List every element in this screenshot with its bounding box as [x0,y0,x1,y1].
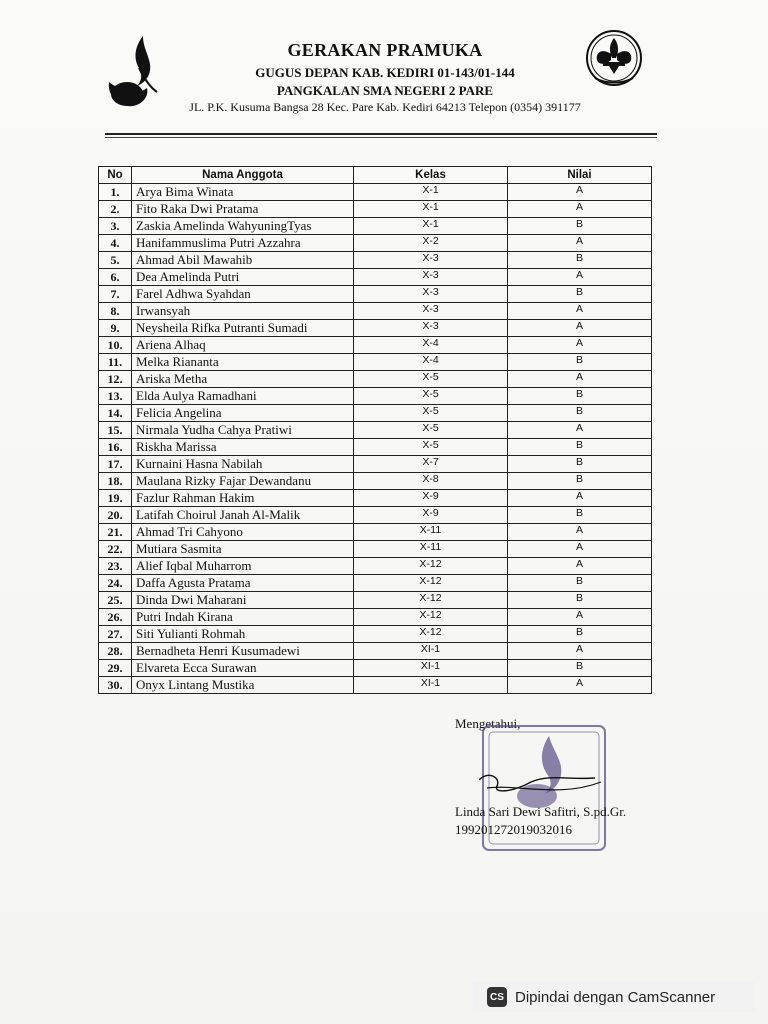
cell-nama: Hanifammuslima Putri Azzahra [132,235,354,252]
signer-name: Linda Sari Dewi Safitri, S.pd.Gr. [455,804,627,819]
cell-nilai: B [508,507,652,524]
cell-no: 13. [99,388,132,405]
cell-nilai: A [508,235,652,252]
cell-nilai: A [508,269,652,286]
table-header-row [99,167,652,184]
cell-nilai: B [508,456,652,473]
cell-nilai: A [508,609,652,626]
cell-nama: Elvareta Ecca Surawan [132,660,354,677]
cell-no: 2. [99,201,132,218]
cell-no: 14. [99,405,132,422]
table-row [99,354,652,371]
cell-kelas: X-2 [354,235,508,252]
cell-no: 1. [99,184,132,201]
cell-no: 10. [99,337,132,354]
table-row [99,490,652,507]
scout-emblem-icon [581,28,647,94]
cell-no: 6. [99,269,132,286]
header-nilai: Nilai [508,167,652,184]
signature-block [455,716,695,856]
cell-kelas: X-3 [354,320,508,337]
cell-kelas: X-12 [354,609,508,626]
cell-no: 11. [99,354,132,371]
cell-kelas: X-5 [354,439,508,456]
cell-nilai: A [508,184,652,201]
camscanner-watermark [473,982,755,1012]
cell-nama: Fazlur Rahman Hakim [132,490,354,507]
letterhead-rule-thin [105,137,657,138]
cell-no: 27. [99,626,132,643]
org-address: JL. P.K. Kusuma Bangsa 28 Kec. Pare Kab. Kediri 64213 Telepon (0354) 391177 [189,100,581,114]
cell-nama: Zaskia Amelinda WahyuningTyas [132,218,354,235]
cell-kelas: X-3 [354,269,508,286]
header-kelas: Kelas [354,167,508,184]
table-row [99,286,652,303]
org-subtitle-gugus-depan: GUGUS DEPAN KAB. KEDIRI 01-143/01-144 [255,65,515,80]
cell-kelas: X-12 [354,626,508,643]
table-row [99,575,652,592]
letterhead-rule-thick [105,133,657,135]
cell-kelas: X-12 [354,558,508,575]
cell-kelas: X-5 [354,371,508,388]
cell-nama: Ariska Metha [132,371,354,388]
cell-nama: Riskha Marissa [132,439,354,456]
cell-nama: Bernadheta Henri Kusumadewi [132,643,354,660]
cell-kelas: X-1 [354,218,508,235]
cell-nama: Irwansyah [132,303,354,320]
cell-kelas: X-1 [354,184,508,201]
cell-nama: Fito Raka Dwi Pratama [132,201,354,218]
cell-no: 30. [99,677,132,694]
cell-no: 12. [99,371,132,388]
cell-no: 5. [99,252,132,269]
cell-no: 22. [99,541,132,558]
cell-kelas: X-3 [354,303,508,320]
cell-kelas: X-3 [354,286,508,303]
cell-kelas: X-5 [354,405,508,422]
cell-nama: Dea Amelinda Putri [132,269,354,286]
table-row [99,592,652,609]
cell-nama: Felicia Angelina [132,405,354,422]
cell-nama: Neysheila Rifka Putranti Sumadi [132,320,354,337]
cell-nilai: A [508,524,652,541]
cell-no: 17. [99,456,132,473]
header-nama-anggota: Nama Anggota [132,167,354,184]
cell-kelas: X-4 [354,337,508,354]
letterhead [95,28,675,136]
table-row [99,422,652,439]
cell-nilai: B [508,354,652,371]
cell-nilai: B [508,439,652,456]
cell-nilai: A [508,303,652,320]
cell-kelas: XI-1 [354,643,508,660]
cell-nama: Putri Indah Kirana [132,609,354,626]
cell-nama: Arya Bima Winata [132,184,354,201]
cell-nilai: A [508,422,652,439]
cell-nama: Onyx Lintang Mustika [132,677,354,694]
cell-nilai: B [508,660,652,677]
signature-label: Mengetahui, [455,716,521,731]
cell-no: 7. [99,286,132,303]
cell-nilai: A [508,337,652,354]
cell-nilai: B [508,575,652,592]
org-title: GERAKAN PRAMUKA [287,40,483,60]
cell-kelas: X-3 [354,252,508,269]
cell-kelas: X-4 [354,354,508,371]
cell-kelas: X-7 [354,456,508,473]
cell-nilai: A [508,201,652,218]
cell-no: 25. [99,592,132,609]
cell-nilai: A [508,320,652,337]
cell-nilai: A [508,677,652,694]
table-row [99,269,652,286]
table-row [99,388,652,405]
table-row [99,609,652,626]
camscanner-text: Dipindai dengan CamScanner [515,988,716,1006]
cell-kelas: X-11 [354,541,508,558]
cell-nama: Dinda Dwi Maharani [132,592,354,609]
table-row [99,405,652,422]
cell-nama: Elda Aulya Ramadhani [132,388,354,405]
table-row [99,524,652,541]
camscanner-icon: CS [487,987,507,1007]
cell-nilai: A [508,558,652,575]
cell-nama: Latifah Choirul Janah Al-Malik [132,507,354,524]
cell-kelas: XI-1 [354,660,508,677]
cell-no: 24. [99,575,132,592]
cell-nama: Mutiara Sasmita [132,541,354,558]
cell-nama: Ahmad Tri Cahyono [132,524,354,541]
table-row [99,473,652,490]
cell-nilai: A [508,371,652,388]
cell-kelas: X-9 [354,507,508,524]
table-row [99,320,652,337]
table-row [99,371,652,388]
cell-nilai: A [508,490,652,507]
table-row [99,456,652,473]
cell-kelas: X-1 [354,201,508,218]
cell-nama: Siti Yulianti Rohmah [132,626,354,643]
cell-no: 21. [99,524,132,541]
cell-nilai: A [508,541,652,558]
cell-no: 16. [99,439,132,456]
table-row [99,626,652,643]
table-row [99,677,652,694]
table-row [99,643,652,660]
cell-kelas: X-5 [354,388,508,405]
cell-no: 8. [99,303,132,320]
cell-no: 29. [99,660,132,677]
cell-nilai: B [508,592,652,609]
cell-nama: Kurnaini Hasna Nabilah [132,456,354,473]
cell-kelas: X-11 [354,524,508,541]
member-table [98,166,652,694]
cell-kelas: X-5 [354,422,508,439]
cell-no: 3. [99,218,132,235]
cell-nama: Alief Iqbal Muharrom [132,558,354,575]
cell-no: 26. [99,609,132,626]
table-row [99,218,652,235]
cell-kelas: X-8 [354,473,508,490]
cell-nilai: A [508,643,652,660]
table-row [99,201,652,218]
cell-no: 15. [99,422,132,439]
table-row [99,507,652,524]
cell-nama: Maulana Rizky Fajar Dewandanu [132,473,354,490]
cell-no: 23. [99,558,132,575]
table-row [99,337,652,354]
cell-nilai: B [508,252,652,269]
cell-kelas: X-9 [354,490,508,507]
cell-no: 18. [99,473,132,490]
header-no: No [99,167,132,184]
cell-nama: Ariena Alhaq [132,337,354,354]
cell-kelas: X-12 [354,592,508,609]
table-row [99,558,652,575]
table-row [99,303,652,320]
cell-no: 9. [99,320,132,337]
cell-nama: Daffa Agusta Pratama [132,575,354,592]
cell-nama: Farel Adhwa Syahdan [132,286,354,303]
org-subtitle-pangkalan: PANGKALAN SMA NEGERI 2 PARE [276,83,494,98]
signer-nip: 199201272019032016 [455,822,572,837]
table-row [99,252,652,269]
cell-kelas: X-12 [354,575,508,592]
cell-nama: Nirmala Yudha Cahya Pratiwi [132,422,354,439]
cell-nilai: B [508,286,652,303]
cell-nama: Melka Riananta [132,354,354,371]
table-row [99,235,652,252]
cell-nilai: B [508,218,652,235]
cell-nilai: B [508,473,652,490]
table-row [99,439,652,456]
table-row [99,184,652,201]
cell-nama: Ahmad Abil Mawahib [132,252,354,269]
cell-nilai: B [508,405,652,422]
table-row [99,660,652,677]
cell-nilai: B [508,626,652,643]
cell-no: 20. [99,507,132,524]
cell-no: 28. [99,643,132,660]
cell-no: 4. [99,235,132,252]
table-row [99,541,652,558]
cell-nilai: B [508,388,652,405]
cell-no: 19. [99,490,132,507]
cell-kelas: XI-1 [354,677,508,694]
